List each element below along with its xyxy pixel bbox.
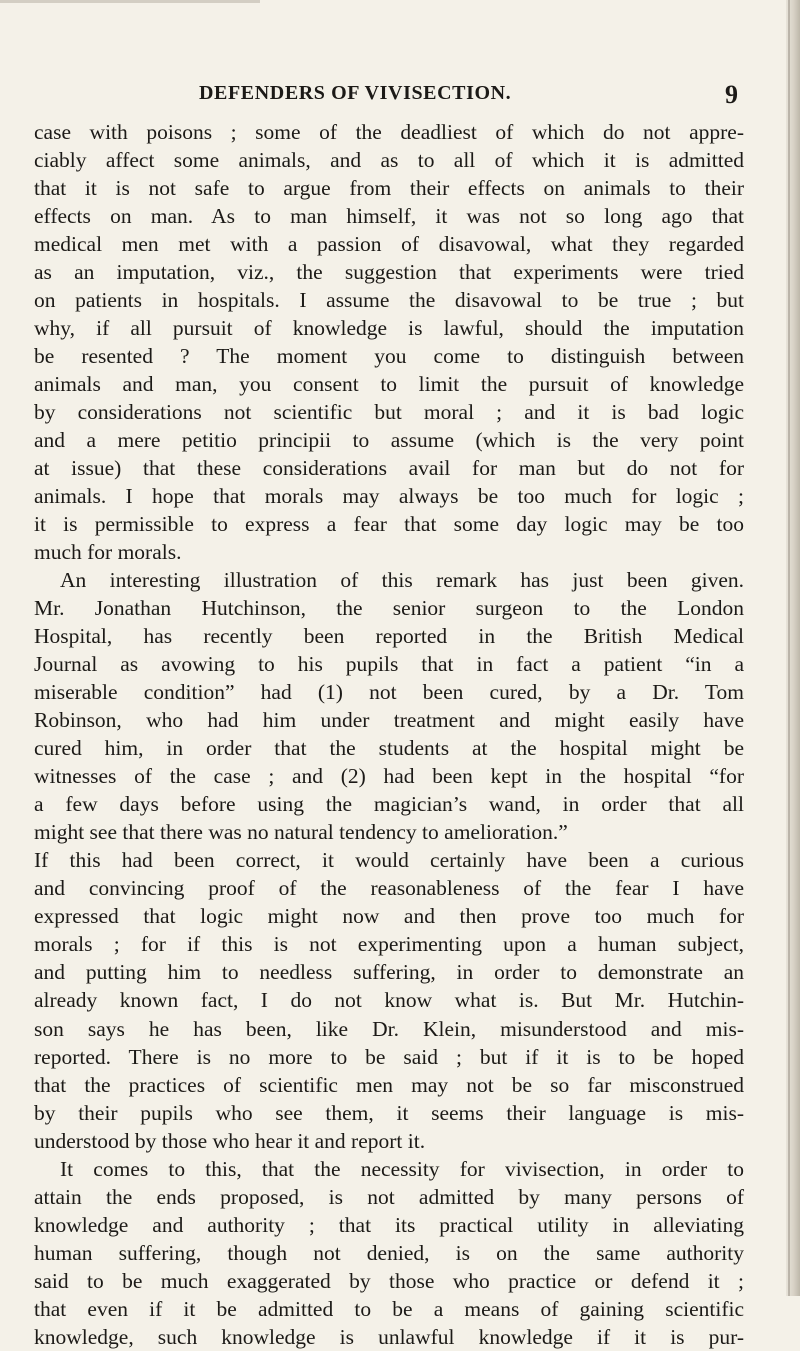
text-line: Hospital, has recently been reported in the British Medical (34, 624, 744, 649)
text-line: a few days before using the magician’s wand, in order that all (34, 792, 744, 817)
text-line: morals ; for if this is not experimenting upon a human subject, (34, 932, 744, 957)
page-binding-line (788, 0, 790, 1296)
text-line: and putting him to needless suffering, in order to demonstrate an (34, 960, 744, 985)
text-line: witnesses of the case ; and (2) had been kept in the hospital “for (34, 764, 744, 789)
text-line: why, if all pursuit of knowledge is lawful, should the imputation (34, 316, 744, 341)
text-line: Robinson, who had him under treatment and might easily have (34, 708, 744, 733)
text-line: already known fact, I do not know what is. But Mr. Hutchin- (34, 988, 744, 1013)
text-line: An interesting illustration of this remark has just been given. (60, 568, 744, 593)
text-line: by considerations not scientific but moral ; and it is bad logic (34, 400, 744, 425)
page-number: 9 (725, 80, 738, 109)
text-line: animals. I hope that morals may always be too much for logic ; (34, 484, 744, 509)
text-line: animals and man, you consent to limit the pursuit of knowledge (34, 372, 744, 397)
text-line: son says he has been, like Dr. Klein, misunderstood and mis- (34, 1016, 744, 1041)
text-line: that it is not safe to argue from their effects on animals to their (34, 176, 744, 201)
text-line: and a mere petitio principii to assume (which is the very point (34, 428, 744, 453)
text-line: miserable condition” had (1) not been cured, by a Dr. Tom (34, 680, 744, 705)
text-line: on patients in hospitals. I assume the disavowal to be true ; but (34, 288, 744, 313)
body-text (34, 118, 744, 1351)
text-line: effects on man. As to man himself, it was not so long ago that (34, 204, 744, 229)
text-line: expressed that logic might now and then prove too much for (34, 904, 744, 929)
text-line: be resented ? The moment you come to distinguish between (34, 344, 744, 369)
text-line: medical men met with a passion of disavowal, what they regarded (34, 232, 744, 257)
text-line: Journal as avowing to his pupils that in fact a patient “in a (34, 652, 744, 677)
text-line: ciably affect some animals, and as to all of which it is admitted (34, 148, 744, 173)
text-line: knowledge and authority ; that its practical utility in alleviating (34, 1212, 744, 1237)
text-line: attain the ends proposed, is not admitted by many persons of (34, 1184, 744, 1209)
text-line: might see that there was no natural tendency to amelioration.” (34, 820, 568, 845)
running-head: DEFENDERS OF VIVISECTION. (199, 82, 512, 104)
scan-top-rule (0, 0, 260, 3)
text-line: human suffering, though not denied, is on the same authority (34, 1240, 744, 1265)
text-line: at issue) that these considerations avail for man but do not for (34, 456, 744, 481)
text-line: case with poisons ; some of the deadliest of which do not appre- (34, 120, 744, 144)
text-line: cured him, in order that the students at the hospital might be (34, 736, 744, 761)
text-line: as an imputation, viz., the suggestion that experiments were tried (34, 260, 744, 285)
text-line: much for morals. (34, 540, 182, 565)
text-line: It comes to this, that the necessity for vivisection, in order to (60, 1156, 744, 1181)
text-line: said to be much exaggerated by those who practice or defend it ; (34, 1268, 744, 1293)
text-line: it is permissible to express a fear that some day logic may be too (34, 512, 744, 537)
page-header (0, 82, 800, 112)
text-line: and convincing proof of the reasonableness of the fear I have (34, 876, 744, 901)
text-line: by their pupils who see them, it seems their language is mis- (34, 1100, 744, 1125)
text-line: understood by those who hear it and report it. (34, 1128, 426, 1153)
text-line: that even if it be admitted to be a means of gaining scientific (34, 1296, 744, 1321)
text-line: knowledge, such knowledge is unlawful knowledge if it is pur- (34, 1324, 744, 1349)
text-line: Mr. Jonathan Hutchinson, the senior surgeon to the London (34, 596, 744, 621)
text-line: that the practices of scientific men may not be so far misconstrued (34, 1072, 744, 1097)
text-line: reported. There is no more to be said ; but if it is to be hoped (34, 1044, 744, 1069)
text-line: If this had been correct, it would certainly have been a curious (34, 848, 744, 873)
